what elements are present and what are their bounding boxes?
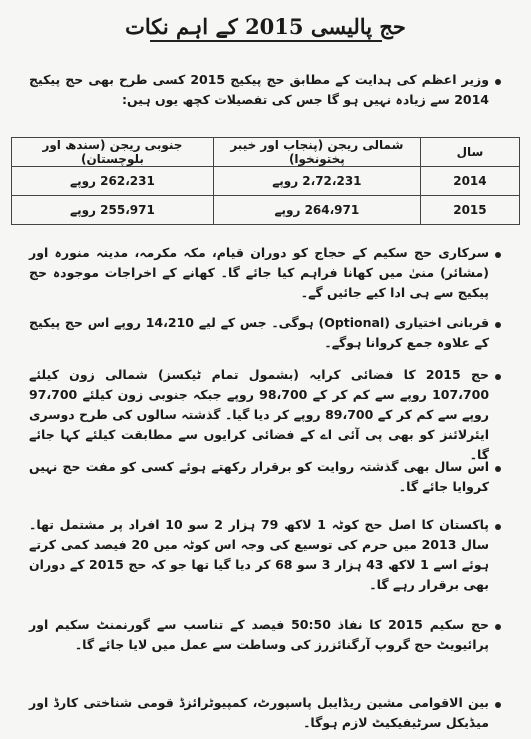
- table-cell: 255،971 روپے: [12, 196, 214, 225]
- point-airfare: حج 2015 کا فضائی کرایہ (بشمول تمام ٹیکسز) شمالی زون کیلئے 107،700 روپے سے کم کر کے 98،700 روپے جبکہ جنوبی زون کیلئے 97،700 روپے سے کم کر کے 89،700 روپے کر دیا گیا۔ گذشتہ سالوں کی طرح دوسری ایئرلائنز کو بھی پی آئی اے کے فضائی کرایوں سے مطابقت کیلئے کہا جائے گا۔: [29, 367, 490, 462]
- table-header-row: [12, 138, 520, 167]
- point-free-hajj: اس سال بھی گذشتہ روایت کو برقرار رکھتے ہوئے کسی کو مفت حج نہیں کروایا جائے گا۔: [29, 459, 489, 494]
- intro-paragraph: وزیر اعظم کی ہدایت کے مطابق حج پیکیج 2015 کسی طرح بھی حج پیکیج 2014 سے زیادہ نہیں ہو گا جس کی تفصیلات کچھ یوں ہیں:: [29, 72, 489, 107]
- point-meals: سرکاری حج سکیم کے حجاج کو دوران قیام، مکہ مکرمہ، مدینہ منورہ اور (مشائر) منیٰ میں کھانا فراہم کیا جائے گا۔ کھانے کے اخراجات موجودہ حج پیکیج سے ہی ادا کیے جائیں گے۔: [29, 245, 489, 300]
- bullet: [495, 624, 501, 630]
- table-cell: 262،231 روپے: [12, 167, 214, 196]
- bullet: [495, 374, 501, 380]
- point-sacrifice: قربانی اختیاری (Optional) ہوگی۔ جس کے لیے 14،210 روپے اس حج پیکیج کے علاوہ جمع کروانا ہوگے۔: [29, 315, 490, 350]
- hajj-package-table: [11, 137, 520, 225]
- table-cell: 2014: [420, 167, 519, 196]
- table-row: [12, 167, 520, 196]
- table-header-cell: جنوبی ریجن (سندھ اور بلوچستان): [12, 138, 214, 167]
- point-documents: بین الاقوامی مشین ریڈایبل پاسپورٹ، کمپیوٹرائزڈ قومی شناختی کارڈ اور میڈیکل سرٹیفیکیٹ لازم ہوگا۔: [29, 695, 489, 730]
- table-cell: 2،72،231 روپے: [213, 167, 420, 196]
- table-row: [12, 196, 520, 225]
- table-cell: 264،971 روپے: [213, 196, 420, 225]
- bullet: [495, 524, 501, 530]
- title-underline: [150, 40, 382, 42]
- point-scheme-ratio: حج سکیم 2015 کا نفاذ 50:50 فیصد کے تناسب سے گورنمنٹ سکیم اور پرائیویٹ حج گروپ آرگنائزرز کی وساطت سے عمل میں لایا جائے گا۔: [29, 617, 489, 652]
- page-title: حج پالیسی 2015 کے اہم نکات: [125, 14, 406, 39]
- point-quota: پاکستان کا اصل حج کوٹہ 1 لاکھ 79 ہزار 2 سو 10 افراد پر مشتمل تھا۔ سال 2013 میں حرم کی توسیع کی وجہ اس کوٹہ میں 20 فیصد کمی کرتے ہوئے اسے 1 لاکھ 43 ہزار 3 سو 68 کر دیا گیا تھا جو کہ حج 2015 کے دوران بھی برقرار رہے گا۔: [29, 517, 489, 592]
- bullet: [495, 466, 501, 472]
- bullet: [495, 702, 501, 708]
- table-header-cell: شمالی ریجن (پنجاب اور خیبر پختونخوا): [213, 138, 420, 167]
- bullet: [495, 322, 501, 328]
- table-cell: 2015: [420, 196, 519, 225]
- bullet: [495, 79, 501, 85]
- table-header-cell: سال: [420, 138, 519, 167]
- bullet: [495, 252, 501, 258]
